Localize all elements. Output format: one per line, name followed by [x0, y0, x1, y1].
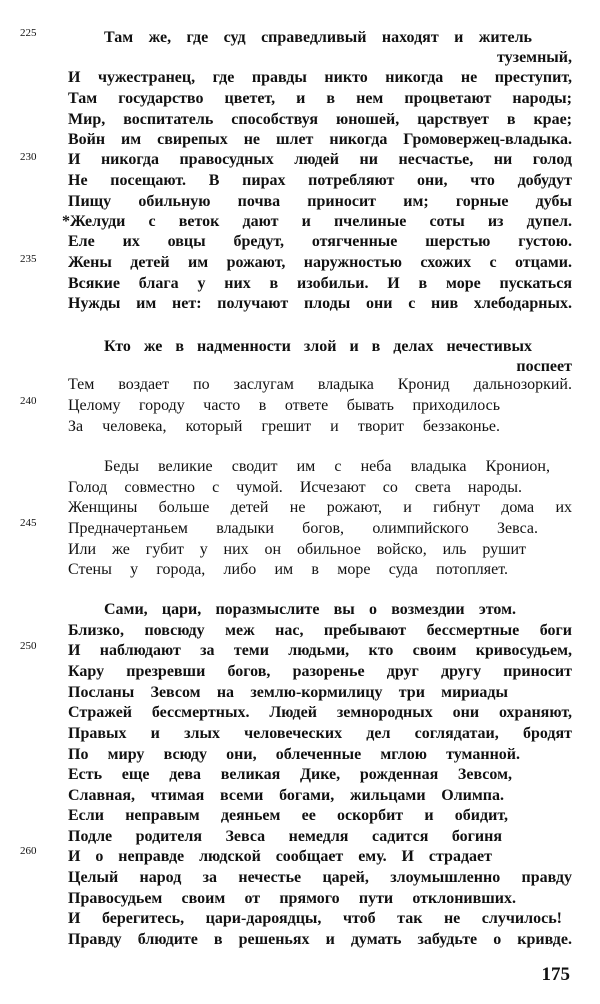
verse-line: И наблюдают за теми людьми, кто своим кривосудьем,	[68, 642, 572, 659]
verse-line: И берегитесь, цари-дароядцы, чтоб так не случилось!	[68, 910, 562, 927]
verse-line: Стены у города, либо им в море суда потопляет.	[68, 561, 508, 578]
verse-line: Не посещают. В пирах потребляют они, что добудут	[68, 172, 572, 189]
line-number: 230	[20, 151, 37, 163]
verse-line: Там же, где суд справедливый находят и житель	[104, 29, 532, 46]
verse-line: Правду блюдите в решеньях и думать забудьте о кривде.	[68, 931, 572, 948]
line-number: 225	[20, 27, 37, 39]
verse-line: Если неправым деяньем ее оскорбит и обидит,	[68, 807, 508, 824]
verse-line: Войн им свирепых не шлет никогда Громовержец-владыка.	[68, 131, 572, 148]
verse-line: Есть еще дева великая Дике, рожденная Зевсом,	[68, 766, 512, 783]
verse-line: Или же губит у них он обильное войско, иль рушит	[68, 541, 526, 558]
verse-line: По миру всюду они, облеченные мглою туманной.	[68, 746, 520, 763]
verse-line: Правых и злых человеческих дел соглядатаи, бродят	[68, 725, 572, 742]
verse-line: Кару презревши богов, разоренье друг другу приносит	[68, 663, 572, 680]
verse-line: Жены детей им рожают, наружностью схожих с отцами.	[68, 254, 572, 271]
verse-line: Пищу обильную почва приносит им; горные дубы	[68, 193, 572, 210]
verse-line: Предначертаньем владыки богов, олимпийского Зевса.	[68, 520, 538, 537]
verse-line: Целый народ за нечестье царей, злоумышленно правду	[68, 869, 572, 886]
verse-line: И о неправде людской сообщает ему. И страдает	[68, 848, 492, 865]
line-number: 240	[20, 395, 37, 407]
verse-line: Славная, чтимая всеми богами, жильцами Олимпа.	[68, 787, 504, 804]
verse-line: И чужестранец, где правды никто никогда не преступит,	[68, 69, 572, 86]
verse-line: Посланы Зевсом на землю-кормилицу три мириады	[68, 684, 508, 701]
page-number: 175	[541, 964, 570, 985]
verse-line: И никогда правосудных людей ни несчастье, ни голод	[68, 151, 572, 168]
verse-line: Там государство цветет, и в нем процветают народы;	[68, 90, 572, 107]
verse-line: Женщины больше детей не рожают, и гибнут дома их	[68, 499, 572, 516]
verse-line: Подле родителя Зевса немедля садится богиня	[68, 828, 502, 845]
verse-line: туземный,	[496, 49, 572, 66]
verse-line: Голод совместно с чумой. Исчезают со света народы.	[68, 479, 522, 496]
verse-line: Мир, воспитатель способствуя юношей, царствует в крае;	[68, 111, 572, 128]
verse-line: *Желуди с веток дают и пчелиные соты из дупел.	[62, 213, 572, 230]
verse-line: Правосудьем своим от прямого пути отклонивших.	[68, 890, 516, 907]
line-number: 245	[20, 517, 37, 529]
verse-line: Целому городу часто в ответе бывать приходилось	[68, 397, 500, 414]
line-number: 235	[20, 253, 37, 265]
line-number: 250	[20, 640, 37, 652]
verse-line: Всякие блага у них в изобильи. И в море пускаться	[68, 275, 572, 292]
line-number: 260	[20, 845, 37, 857]
verse-line: поспеет	[516, 358, 572, 375]
verse-line: Беды великие сводит им с неба владыка Кронион,	[104, 458, 550, 475]
verse-line: За человека, который грешит и творит беззаконье.	[68, 418, 500, 435]
verse-line: Тем воздает по заслугам владыка Кронид дальнозоркий.	[68, 376, 572, 393]
verse-line: Еле их овцы бредут, отягченные шерстью густою.	[68, 233, 572, 250]
verse-line: Близко, повсюду меж нас, пребывают бессмертные боги	[68, 622, 572, 639]
verse-line: Нужды им нет: получают плоды они с нив хлебодарных.	[68, 295, 572, 312]
verse-line: Сами, цари, поразмыслите вы о возмездии этом.	[104, 601, 516, 618]
verse-line: Кто же в надменности злой и в делах нечестивых	[104, 338, 532, 355]
verse-line: Стражей бессмертных. Людей земнородных они охраняют,	[68, 704, 572, 721]
